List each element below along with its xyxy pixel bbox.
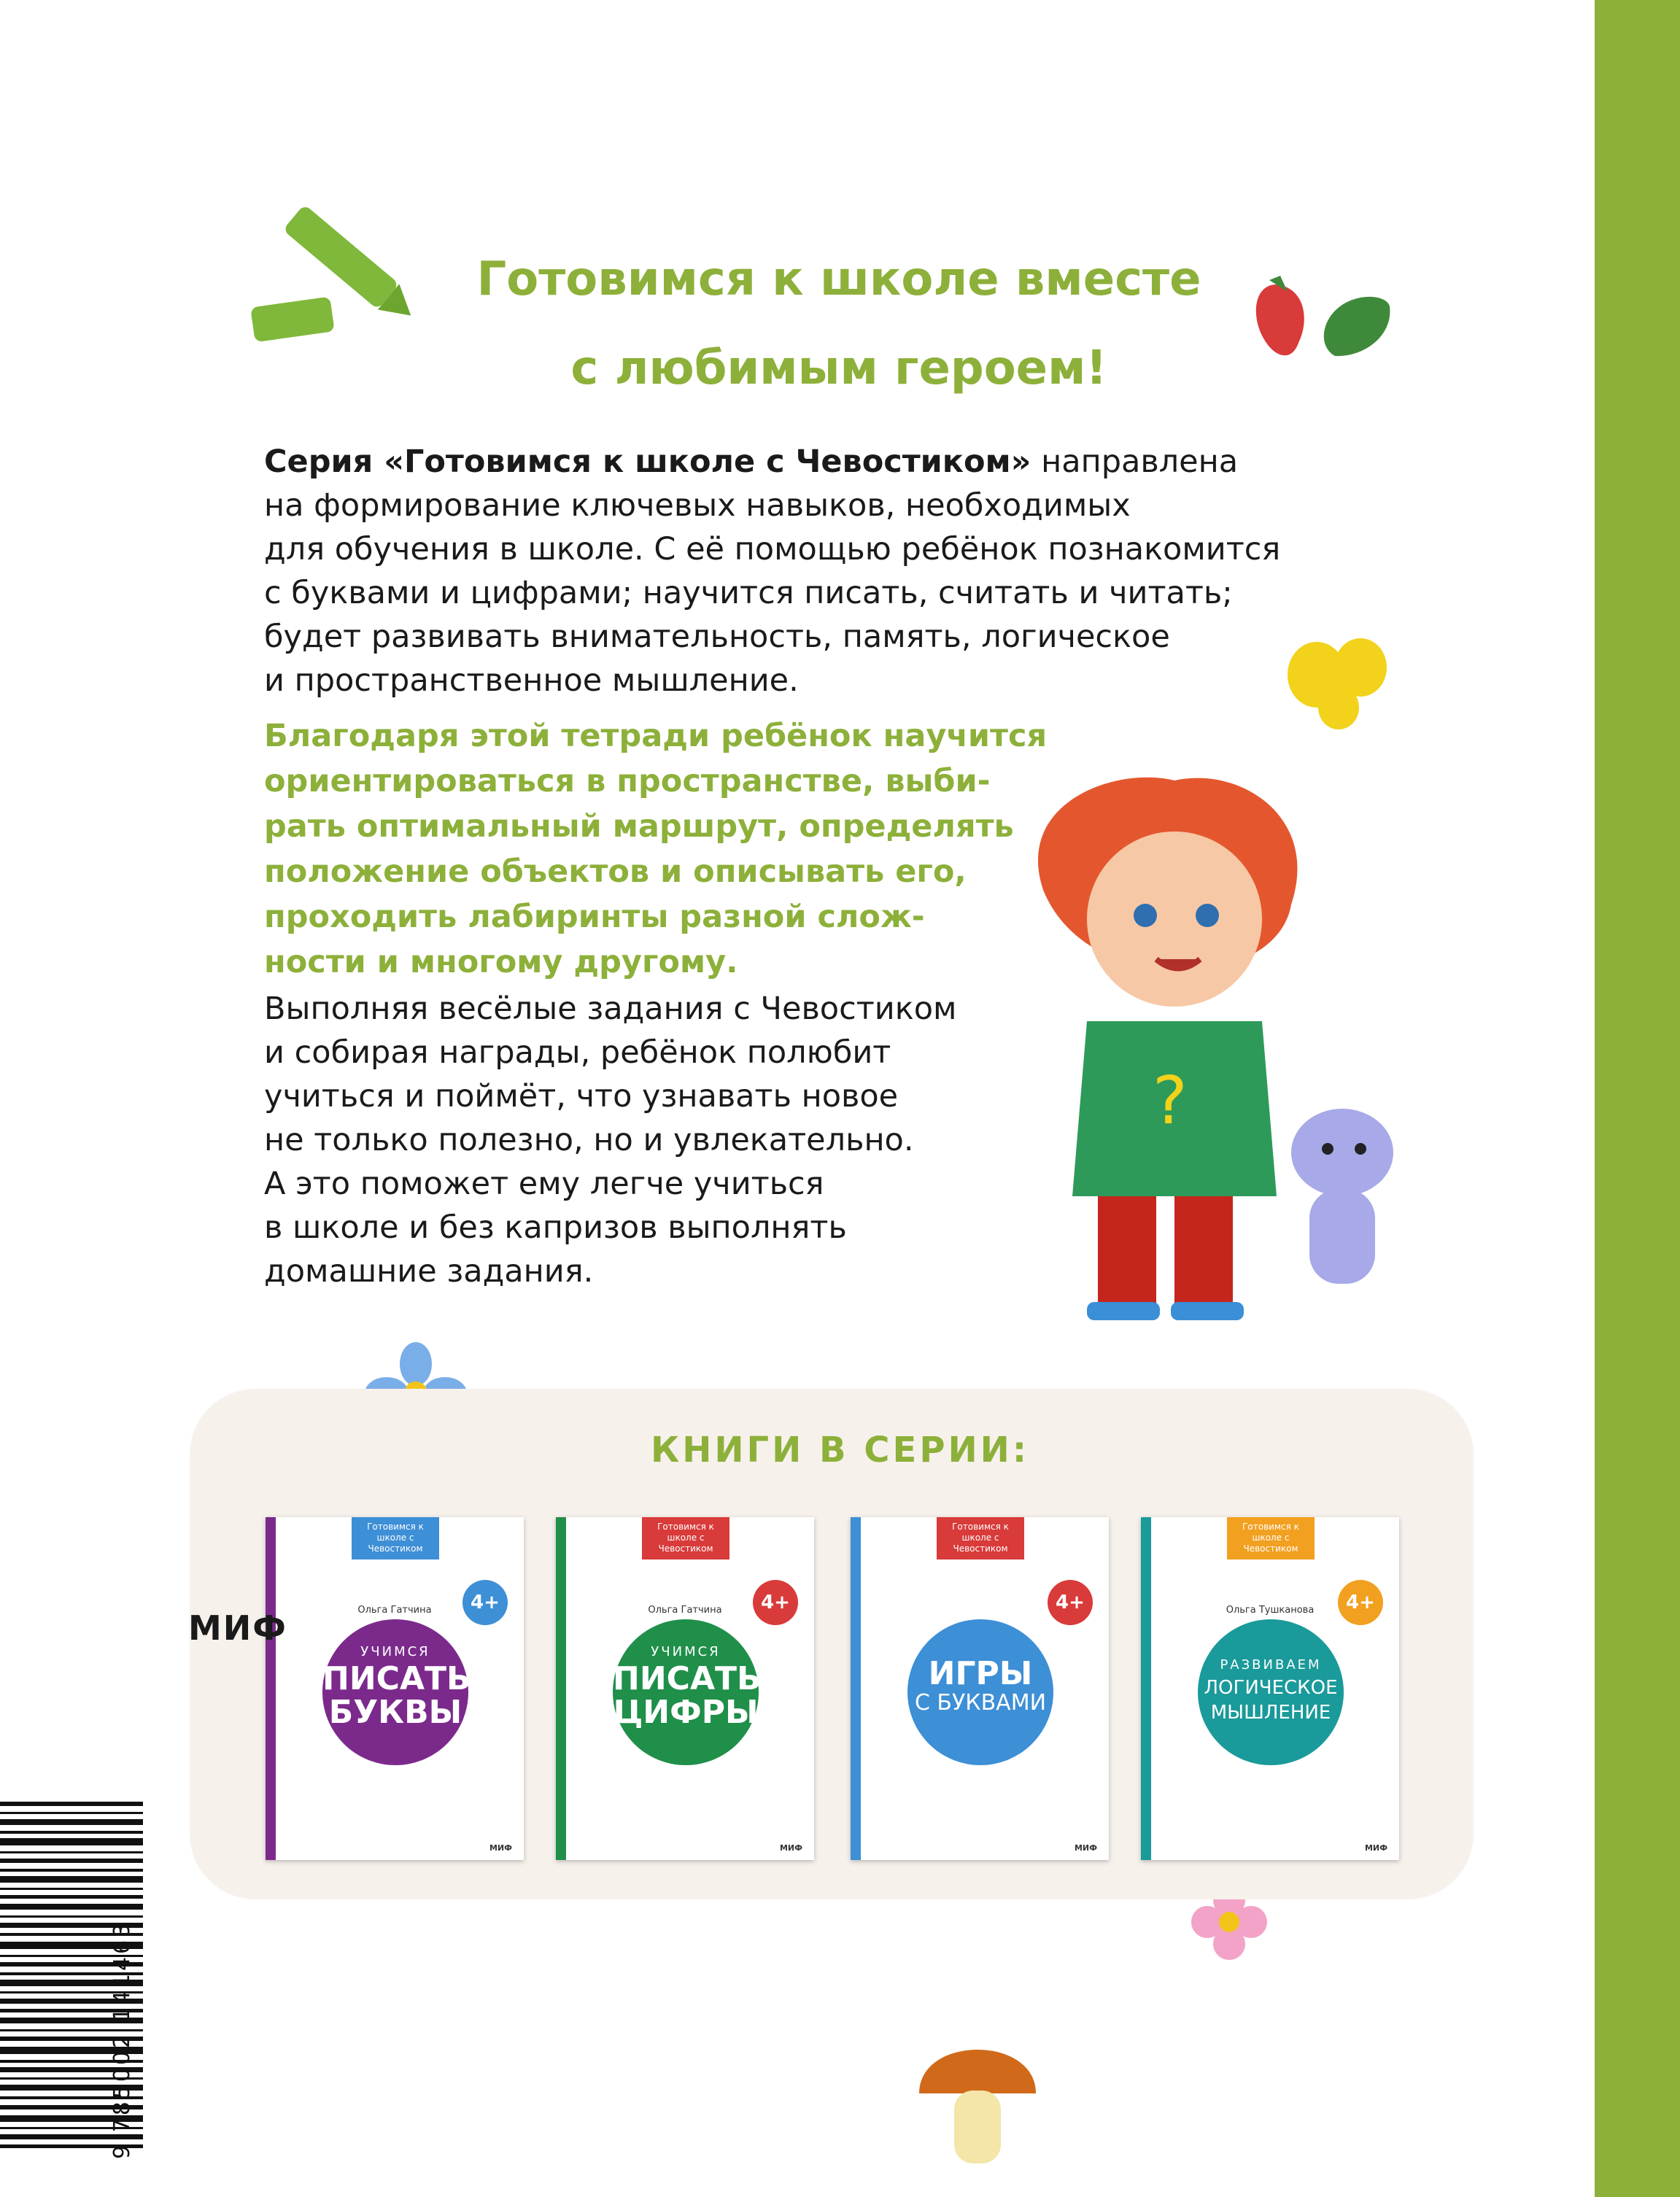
intro-line: на формирование ключевых навыков, необходимых	[264, 487, 1131, 524]
book-spine-edge	[266, 1517, 276, 1860]
mushroom-icon	[912, 2020, 1043, 2174]
intro-line: и пространственное мышление.	[264, 662, 799, 699]
outro-line: домашние задания.	[264, 1253, 594, 1290]
page-headline	[409, 235, 1269, 413]
book-series-tag: Готовимся к школе с Чевостиком	[1227, 1517, 1315, 1559]
book-series-tag: Готовимся к школе с Чевостиком	[937, 1517, 1024, 1559]
highlight-paragraph	[264, 713, 1048, 985]
headline-line-1: Готовимся к школе вместе	[476, 252, 1201, 306]
book-title-big: ИГРЫ	[928, 1655, 1033, 1692]
intro-paragraph	[264, 440, 1373, 702]
book-title-small: УЧИМСЯ	[360, 1644, 430, 1659]
book-title-big-2: ЦИФРЫ	[613, 1694, 759, 1731]
book-title-circle	[613, 1619, 762, 1765]
book-author: Ольга Тушканова	[1226, 1605, 1315, 1616]
highlight-line: Благодаря этой тетради ребёнок научится	[264, 718, 1048, 754]
outro-line: и собирая награды, ребёнок полюбит	[264, 1034, 891, 1071]
intro-line: для обучения в школе. С её помощью ребёнок познакомится	[264, 531, 1281, 567]
book-author: Ольга Гатчина	[357, 1605, 432, 1616]
outro-paragraph	[264, 987, 994, 1293]
book-title-small: УЧИМСЯ	[651, 1644, 721, 1659]
goat-character-icon	[1269, 1094, 1415, 1313]
intro-line-1-rest: направлена	[1031, 443, 1239, 480]
book-publisher: МИФ	[1074, 1843, 1097, 1853]
strawberry-icon	[1247, 270, 1401, 372]
book-publisher: МИФ	[1364, 1843, 1387, 1853]
book-title-small: РАЗВИВАЕМ	[1220, 1657, 1322, 1673]
publisher-logo: МИФ	[188, 1608, 287, 1648]
outro-line: Выполняя весёлые задания с Чевостиком	[264, 991, 957, 1027]
book-title-big-2: МЫШЛЕНИЕ	[1210, 1702, 1331, 1724]
book-publisher: МИФ	[489, 1843, 512, 1853]
series-title: КНИГИ В СЕРИИ:	[650, 1430, 1030, 1471]
outro-line: в школе и без капризов выполнять	[264, 1209, 847, 1246]
outro-line: учиться и поймёт, что узнавать новое	[264, 1078, 899, 1115]
headline-line-2: с любимым героем!	[570, 341, 1107, 395]
book-spine-edge	[1141, 1517, 1151, 1860]
book-cover[interactable]	[851, 1517, 1109, 1860]
book-title-circle	[322, 1619, 471, 1765]
book-spine-edge	[556, 1517, 566, 1860]
book-spine-edge	[851, 1517, 861, 1860]
book-title-big-2: БУКВЫ	[328, 1694, 462, 1731]
book-title-circle	[907, 1619, 1053, 1765]
intro-line: с буквами и цифрами; научится писать, считать и читать;	[264, 575, 1233, 611]
book-age-badge: 4+	[1048, 1580, 1093, 1625]
highlight-line: ности и многому другому.	[264, 944, 738, 980]
highlight-line: положение объектов и описывать его,	[264, 853, 967, 890]
book-title-big: ПИСАТЬ	[613, 1660, 762, 1697]
book-series-tag: Готовимся к школе с Чевостиком	[352, 1517, 439, 1559]
book-title-big: ЛОГИЧЕСКОЕ	[1204, 1677, 1338, 1699]
book-title-big-2: С БУКВАМИ	[914, 1690, 1047, 1716]
highlight-line: проходить лабиринты разной слож-	[264, 899, 925, 935]
book-series-tag: Готовимся к школе с Чевостиком	[642, 1517, 729, 1559]
book-title-big: ПИСАТЬ	[322, 1660, 471, 1697]
svg-text:?: ?	[1153, 1063, 1188, 1139]
book-author: Ольга Гатчина	[648, 1605, 722, 1616]
book-title-circle	[1198, 1619, 1344, 1765]
book-cover[interactable]	[266, 1517, 524, 1860]
barcode-digits: 9 785002 141463	[109, 1920, 135, 2159]
highlight-line: рать оптимальный маршрут, определять	[264, 808, 1014, 845]
spine-stripe	[1595, 0, 1680, 2197]
book-cover[interactable]	[1141, 1517, 1399, 1860]
outro-line: А это поможет ему легче учиться	[264, 1166, 824, 1202]
book-age-badge: 4+	[462, 1580, 508, 1625]
outro-line: не только полезно, но и увлекательно.	[264, 1122, 914, 1158]
highlight-line: ориентироваться в пространстве, выби-	[264, 763, 991, 799]
series-name: Серия «Готовимся к школе с Чевостиком»	[264, 443, 1031, 480]
intro-line: будет развивать внимательность, память, логическое	[264, 619, 1170, 655]
book-age-badge: 4+	[753, 1580, 798, 1625]
book-publisher: МИФ	[779, 1843, 802, 1853]
book-age-badge: 4+	[1338, 1580, 1383, 1625]
book-cover[interactable]	[556, 1517, 814, 1860]
